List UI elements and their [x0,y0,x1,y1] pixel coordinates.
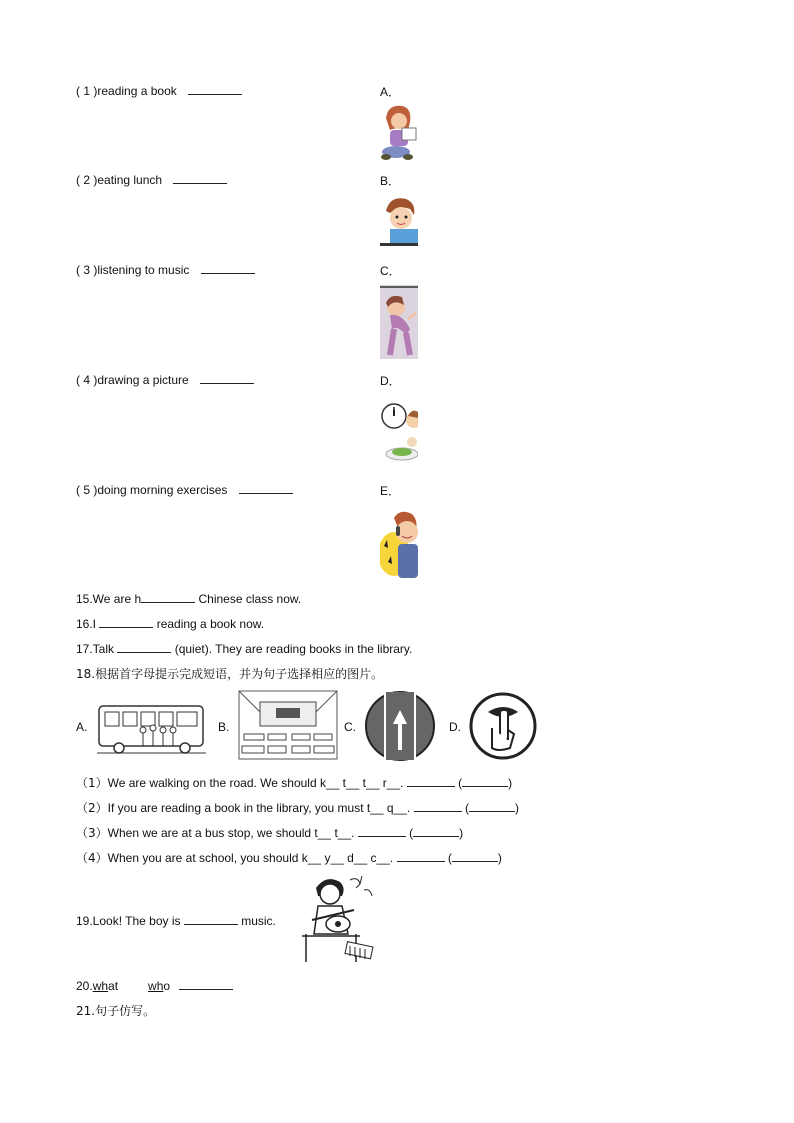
answer-blank[interactable] [407,775,455,787]
paren-open: ( [447,851,452,865]
sentence-text: When we are at a bus stop, we should t__ t__. [107,826,355,840]
q18-sentence-1 [76,774,512,791]
q18-picture-label-b: B. [218,720,230,734]
sentence-text: If you are reading a book in the library, you must t__ q__. [107,801,411,815]
sentence-text: When you are at school, you should k__ y__ d__ c__. [107,851,394,865]
item-number: ( 1 ) [76,84,98,98]
option-label-b: B． [380,174,401,188]
answer-blank[interactable] [141,591,195,603]
q18-picture-label-c: C. [344,720,356,734]
paren-open: ( [458,776,463,790]
q20-number: 20. [76,979,93,993]
item-text: listening to music [97,263,190,277]
q15-text-before: 15.We are h [76,592,142,606]
option-label-e: E． [380,484,401,498]
answer-blank[interactable] [200,372,254,384]
q18-picture-label-d: D. [449,720,461,734]
boy-playing-guitar-icon [298,874,378,964]
question-18-title: 18.根据首字母提示完成短语，并为句子选择相应的图片。 [76,667,384,681]
word-who-underlined: wh [148,979,164,993]
q18-picture-label-a: A. [76,720,88,734]
question-20 [76,978,233,993]
matching-item [76,172,227,187]
q19-text-before: 19.Look! The boy is [76,914,184,928]
paren-close: ) [497,851,502,865]
classroom-icon [238,690,338,760]
q18-sentence-4 [76,849,502,866]
item-number: ( 5 ) [76,483,98,497]
item-number: ( 4 ) [76,373,98,387]
item-text: reading a book [97,84,177,98]
matching-item [76,482,293,497]
sentence-number: （2） [76,801,108,815]
word-who-rest: o [163,979,171,993]
question-21-title: 21.句子仿写。 [76,1004,156,1018]
boy-listening-music-icon [380,506,418,578]
option-label-a: A． [380,85,401,99]
sentence-number: （4） [76,851,108,865]
picture-choice-blank[interactable] [469,800,515,812]
paren-close: ) [459,826,464,840]
clock-and-lunch-icon [380,398,418,464]
item-number: ( 3 ) [76,263,98,277]
q19-text-after: music. [237,914,276,928]
q18-sentence-2 [76,799,519,816]
paren-open: ( [409,826,414,840]
item-text: eating lunch [97,173,163,187]
picture-choice-blank[interactable] [413,825,459,837]
q18-sentence-3 [76,824,463,841]
answer-blank[interactable] [201,262,255,274]
option-label-d: D． [380,374,401,388]
question-15 [76,591,301,606]
answer-blank[interactable] [358,825,406,837]
question-19 [76,913,276,928]
matching-item [76,372,254,387]
girl-doing-exercises-icon [380,285,418,359]
picture-choice-blank[interactable] [452,850,498,862]
answer-blank[interactable] [99,616,153,628]
question-16 [76,616,264,631]
word-what-underlined: wh [92,979,109,993]
boy-reading-book-icon [380,193,418,248]
answer-blank[interactable] [188,83,242,95]
sentence-number: （3） [76,826,108,840]
item-text: doing morning exercises [97,483,228,497]
q17-text-before: 17.Talk [76,642,118,656]
answer-blank[interactable] [397,850,445,862]
q16-text-before: 16.I [76,617,100,631]
paren-open: ( [464,801,469,815]
option-label-c: C． [380,264,401,278]
matching-item [76,262,255,277]
answer-blank[interactable] [179,978,233,990]
road-arrow-icon [365,690,435,762]
keep-quiet-sign-icon [468,690,538,762]
item-text: drawing a picture [97,373,189,387]
q16-text-after: reading a book now. [153,617,265,631]
q17-text-after: (quiet). They are reading books in the library. [171,642,413,656]
bus-stop-icon [97,700,206,754]
answer-blank[interactable] [184,913,238,925]
answer-blank[interactable] [239,482,293,494]
word-what-rest: at [108,979,119,993]
q15-text-after: Chinese class now. [195,592,302,606]
answer-blank[interactable] [414,800,462,812]
sentence-number: （1） [76,776,108,790]
paren-close: ) [508,776,513,790]
answer-blank[interactable] [173,172,227,184]
picture-choice-blank[interactable] [462,775,508,787]
matching-item [76,83,242,98]
answer-blank[interactable] [117,641,171,653]
sentence-text: We are walking on the road. We should k__ t__ t__ r__. [107,776,404,790]
item-number: ( 2 ) [76,173,98,187]
girl-drawing-picture-icon [380,100,418,162]
paren-close: ) [514,801,519,815]
question-17 [76,641,412,656]
